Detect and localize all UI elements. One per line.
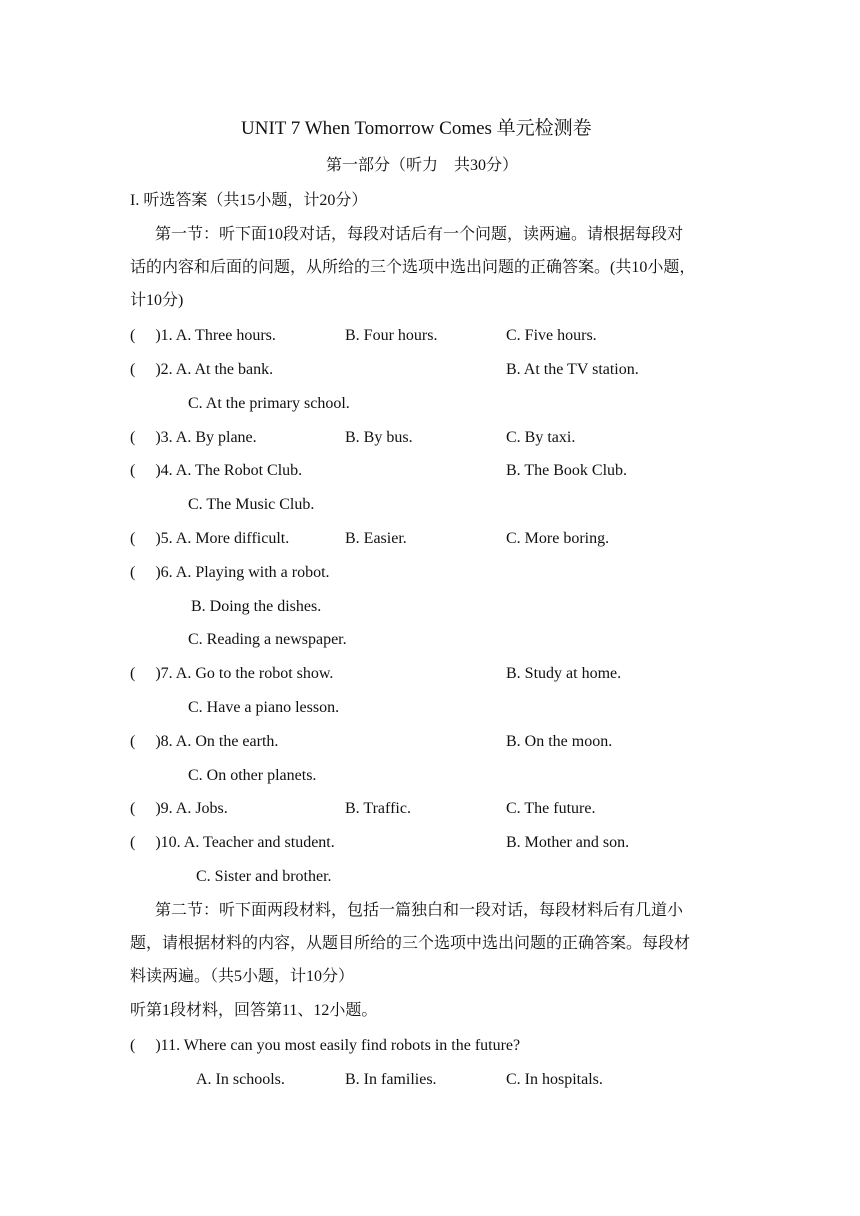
q11-option-b: B. In families. — [345, 1071, 437, 1088]
q5-option-a: ( )5. A. More difficult. — [130, 530, 290, 547]
q4-option-a: ( )4. A. The Robot Club. — [130, 462, 303, 479]
q4-option-b: B. The Book Club. — [506, 462, 628, 479]
q8-option-a: ( )8. A. On the earth. — [130, 733, 279, 750]
q8-option-c: C. On other planets. — [188, 767, 317, 784]
q4-option-c: C. The Music Club. — [188, 496, 315, 513]
instruction-line: 料读两遍。（共5小题，计10分） — [130, 968, 355, 985]
q10-option-a: ( )10. A. Teacher and student. — [130, 834, 335, 851]
q11-stem: ( )11. Where can you most easily find robots in the future? — [130, 1037, 521, 1054]
instruction-line: 计10分) — [130, 292, 184, 309]
q1-option-a: ( )1. A. Three hours. — [130, 327, 276, 344]
q1-option-c: C. Five hours. — [506, 327, 597, 344]
q3-option-c: C. By taxi. — [506, 429, 576, 446]
q5-option-b: B. Easier. — [345, 530, 407, 547]
q6-option-c: C. Reading a newspaper. — [188, 631, 347, 648]
q11-option-a: A. In schools. — [196, 1071, 285, 1088]
q2-option-c: C. At the primary school. — [188, 395, 350, 412]
section-heading: I. 听选答案（共15小题，计20分） — [130, 192, 368, 209]
instruction-line: 第一节：听下面10段对话，每段对话后有一个问题，读两遍。请根据每段对 — [155, 226, 684, 243]
q10-option-c: C. Sister and brother. — [196, 868, 332, 885]
q3-option-b: B. By bus. — [345, 429, 413, 446]
q8-option-b: B. On the moon. — [506, 733, 613, 750]
q7-option-b: B. Study at home. — [506, 665, 622, 682]
q9-option-c: C. The future. — [506, 800, 596, 817]
q9-option-b: B. Traffic. — [345, 800, 411, 817]
instruction-line: 话的内容和后面的问题，从所给的三个选项中选出问题的正确答案。(共10小题， — [130, 259, 696, 276]
instruction-line: 第二节：听下面两段材料，包括一篇独白和一段对话，每段材料后有几道小 — [155, 902, 684, 919]
q3-option-a: ( )3. A. By plane. — [130, 429, 257, 446]
part-heading: 第一部分（听力 共30分） — [326, 157, 519, 174]
q9-option-a: ( )9. A. Jobs. — [130, 800, 228, 817]
q11-option-c: C. In hospitals. — [506, 1071, 603, 1088]
q10-option-b: B. Mother and son. — [506, 834, 630, 851]
q1-option-b: B. Four hours. — [345, 327, 438, 344]
page-title: UNIT 7 When Tomorrow Comes 单元检测卷 — [241, 118, 592, 139]
q6-option-a: ( )6. A. Playing with a robot. — [130, 564, 330, 581]
q2-option-b: B. At the TV station. — [506, 361, 639, 378]
instruction-line: 题，请根据材料的内容，从题目所给的三个选项中选出问题的正确答案。每段材 — [130, 935, 691, 952]
q7-option-c: C. Have a piano lesson. — [188, 699, 340, 716]
q5-option-c: C. More boring. — [506, 530, 610, 547]
q2-option-a: ( )2. A. At the bank. — [130, 361, 274, 378]
q6-option-b: B. Doing the dishes. — [191, 598, 322, 615]
material-heading: 听第1段材料，回答第11、12小题。 — [130, 1002, 378, 1019]
q7-option-a: ( )7. A. Go to the robot show. — [130, 665, 334, 682]
